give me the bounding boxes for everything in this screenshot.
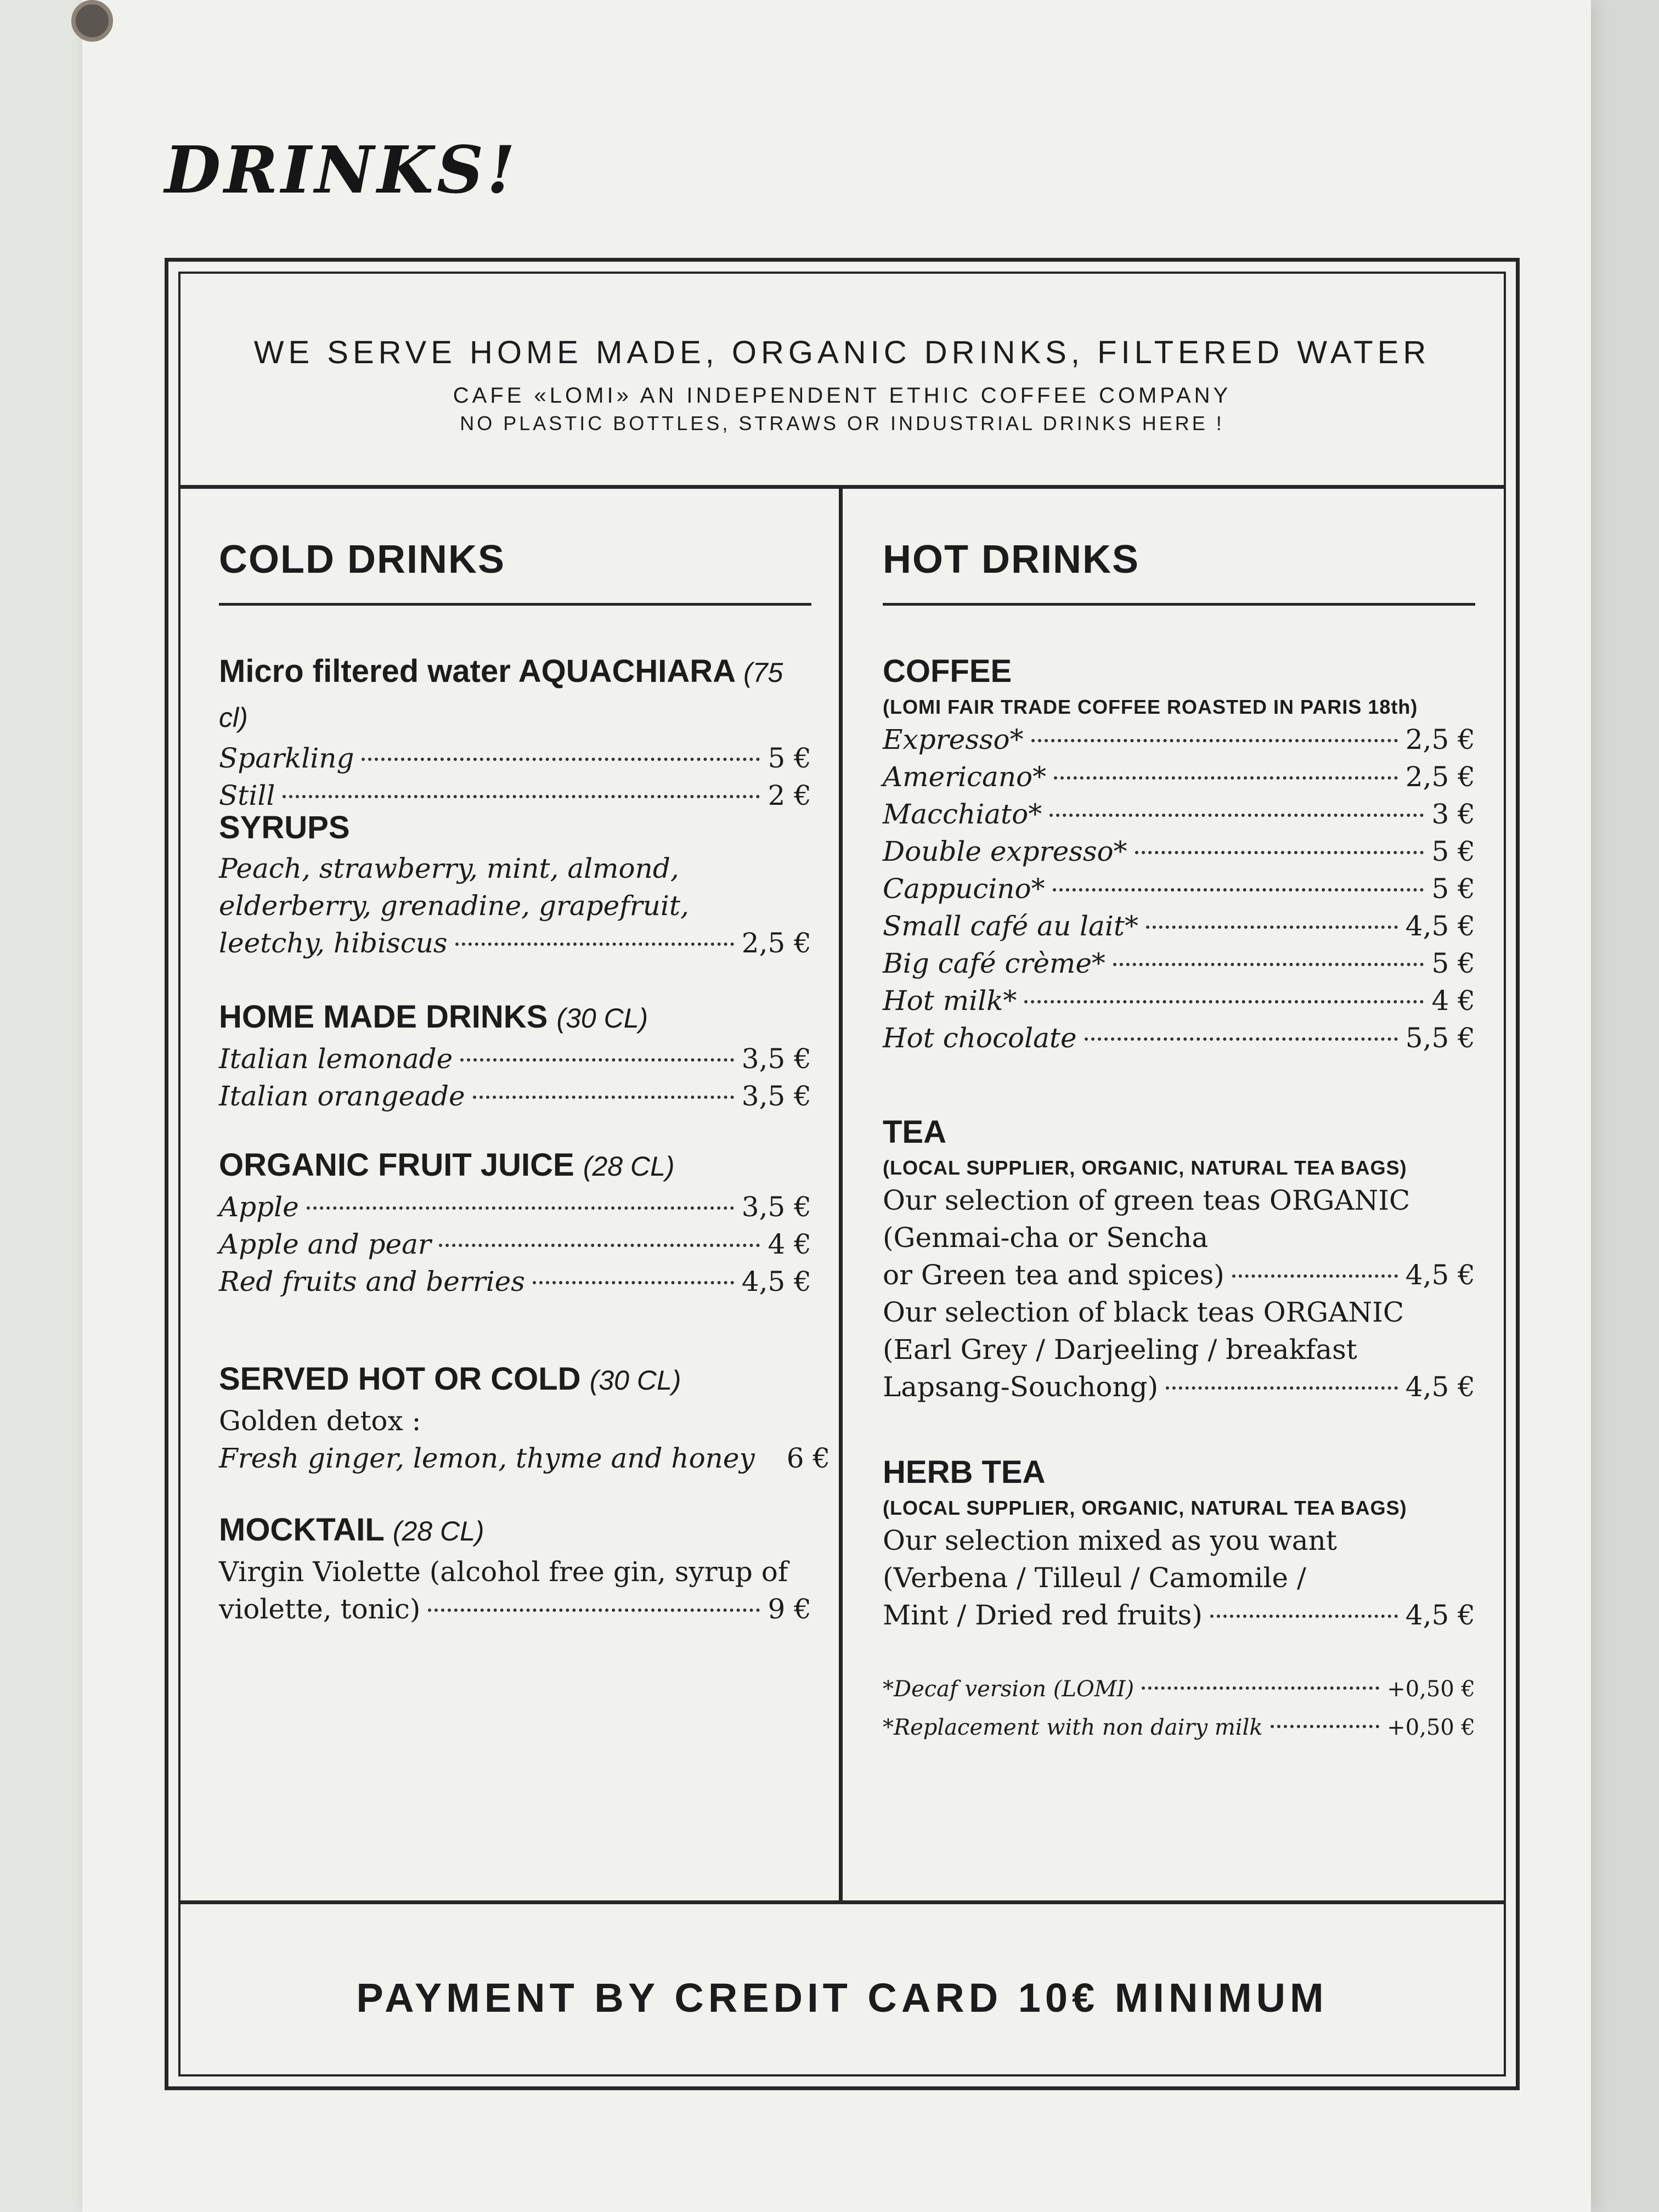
water-section bbox=[219, 650, 811, 814]
cold-drinks-rule bbox=[219, 603, 811, 606]
herb-tea-section bbox=[883, 1451, 1475, 1634]
cold-drinks-title: COLD DRINKS bbox=[219, 538, 505, 582]
herb-tea-subtitle: (LOCAL SUPPLIER, ORGANIC, NATURAL TEA BAGS) bbox=[883, 1497, 1407, 1519]
menu-item: Expresso* 2,5 € bbox=[883, 724, 1475, 755]
hot-drinks-rule bbox=[883, 603, 1475, 606]
banner-headline: WE SERVE HOME MADE, ORGANIC DRINKS, FILTERED WATER bbox=[253, 335, 1431, 370]
menu-item: Americano* 2,5 € bbox=[883, 761, 1475, 793]
menu-item: Italian lemonade 3,5 € bbox=[219, 1043, 811, 1075]
tea-section bbox=[883, 1110, 1475, 1406]
tea-line: Our selection of green teas ORGANIC bbox=[883, 1184, 1410, 1216]
banner-company: CAFE «LOMI» AN INDEPENDENT ETHIC COFFEE COMPANY bbox=[453, 383, 1232, 408]
note-item: *Replacement with non dairy milk +0,50 € bbox=[883, 1715, 1475, 1740]
menu-frame-inner bbox=[178, 272, 1506, 2076]
homemade-section bbox=[219, 995, 811, 1115]
payment-note: PAYMENT BY CREDIT CARD 10€ MINIMUM bbox=[356, 1975, 1328, 2021]
herb-tea-line: Our selection mixed as you want bbox=[883, 1525, 1337, 1556]
menu-item: Double expresso* 5 € bbox=[883, 836, 1475, 867]
footer-rule bbox=[180, 1900, 1504, 1904]
menu-item: Lapsang-Souchong) 4,5 € bbox=[883, 1371, 1475, 1403]
menu-item: Macchiato* 3 € bbox=[883, 798, 1475, 830]
juice-section bbox=[219, 1143, 811, 1300]
syrups-line: Peach, strawberry, mint, almond, bbox=[219, 853, 679, 884]
hot-drinks-column bbox=[883, 485, 1475, 1900]
syrups-section bbox=[219, 806, 811, 962]
menu-item: Hot milk* 4 € bbox=[883, 985, 1475, 1017]
syrups-line: elderberry, grenadine, grapefruit, bbox=[219, 890, 689, 922]
menu-frame bbox=[165, 258, 1520, 2090]
menu-item: Red fruits and berries 4,5 € bbox=[219, 1266, 811, 1297]
menu-item: Cappucino* 5 € bbox=[883, 873, 1475, 905]
menu-item: Hot chocolate 5,5 € bbox=[883, 1022, 1475, 1054]
cold-drinks-column bbox=[219, 485, 831, 1900]
banner bbox=[180, 274, 1504, 489]
water-title: Micro filtered water AQUACHIARA (75 cl) bbox=[219, 653, 783, 733]
hot-drinks-title: HOT DRINKS bbox=[883, 538, 1139, 582]
mocktail-line: Virgin Violette (alcohol free gin, syrup of bbox=[219, 1556, 788, 1588]
coffee-subtitle: (LOMI FAIR TRADE COFFEE ROASTED IN PARIS 18th) bbox=[883, 696, 1418, 718]
tea-title: TEA bbox=[883, 1114, 946, 1150]
menu-item: Fresh ginger, lemon, thyme and honey 6 € bbox=[219, 1442, 831, 1474]
hotcold-title: SERVED HOT OR COLD (30 CL) bbox=[219, 1361, 681, 1397]
herb-tea-title: HERB TEA bbox=[883, 1454, 1046, 1490]
menu-item: or Green tea and spices) 4,5 € bbox=[883, 1259, 1475, 1291]
menu-item: Mint / Dried red fruits) 4,5 € bbox=[883, 1599, 1475, 1631]
column-divider bbox=[839, 485, 843, 1900]
homemade-title: HOME MADE DRINKS (30 CL) bbox=[219, 999, 648, 1035]
menu-item: violette, tonic) 9 € bbox=[219, 1593, 811, 1625]
menu-item: Italian orangeade 3,5 € bbox=[219, 1080, 811, 1112]
note-item: *Decaf version (LOMI) +0,50 € bbox=[883, 1677, 1475, 1702]
menu-item: Small café au lait* 4,5 € bbox=[883, 910, 1475, 942]
menu-item: leetchy, hibiscus 2,5 € bbox=[219, 927, 811, 959]
binder-ring-icon bbox=[71, 0, 113, 42]
tea-line: (Earl Grey / Darjeeling / breakfast bbox=[883, 1334, 1357, 1365]
menu-item: Apple and pear 4 € bbox=[219, 1228, 811, 1260]
mocktail-title: MOCKTAIL (28 CL) bbox=[219, 1512, 484, 1548]
hotcold-section bbox=[219, 1357, 831, 1477]
tea-line: (Genmai-cha or Sencha bbox=[883, 1222, 1209, 1254]
hotcold-line: Golden detox : bbox=[219, 1405, 421, 1437]
tea-line: Our selection of black teas ORGANIC bbox=[883, 1296, 1404, 1328]
mocktail-section bbox=[219, 1508, 811, 1628]
tea-subtitle: (LOCAL SUPPLIER, ORGANIC, NATURAL TEA BAGS) bbox=[883, 1156, 1407, 1179]
notes-section bbox=[883, 1670, 1475, 1747]
coffee-section bbox=[883, 650, 1475, 1057]
coffee-title: COFFEE bbox=[883, 653, 1012, 689]
juice-title: ORGANIC FRUIT JUICE (28 CL) bbox=[219, 1147, 675, 1183]
menu-item: Still 2 € bbox=[219, 780, 811, 811]
menu-item: Sparkling 5 € bbox=[219, 742, 811, 774]
menu-item: Apple 3,5 € bbox=[219, 1191, 811, 1223]
menu-item: Big café crème* 5 € bbox=[883, 947, 1475, 979]
page-title: DRINKS! bbox=[165, 132, 519, 208]
banner-notice: NO PLASTIC BOTTLES, STRAWS OR INDUSTRIAL DRINKS HERE ! bbox=[460, 412, 1224, 435]
syrups-title: SYRUPS bbox=[219, 810, 350, 845]
herb-tea-line: (Verbena / Tilleul / Camomile / bbox=[883, 1562, 1306, 1594]
